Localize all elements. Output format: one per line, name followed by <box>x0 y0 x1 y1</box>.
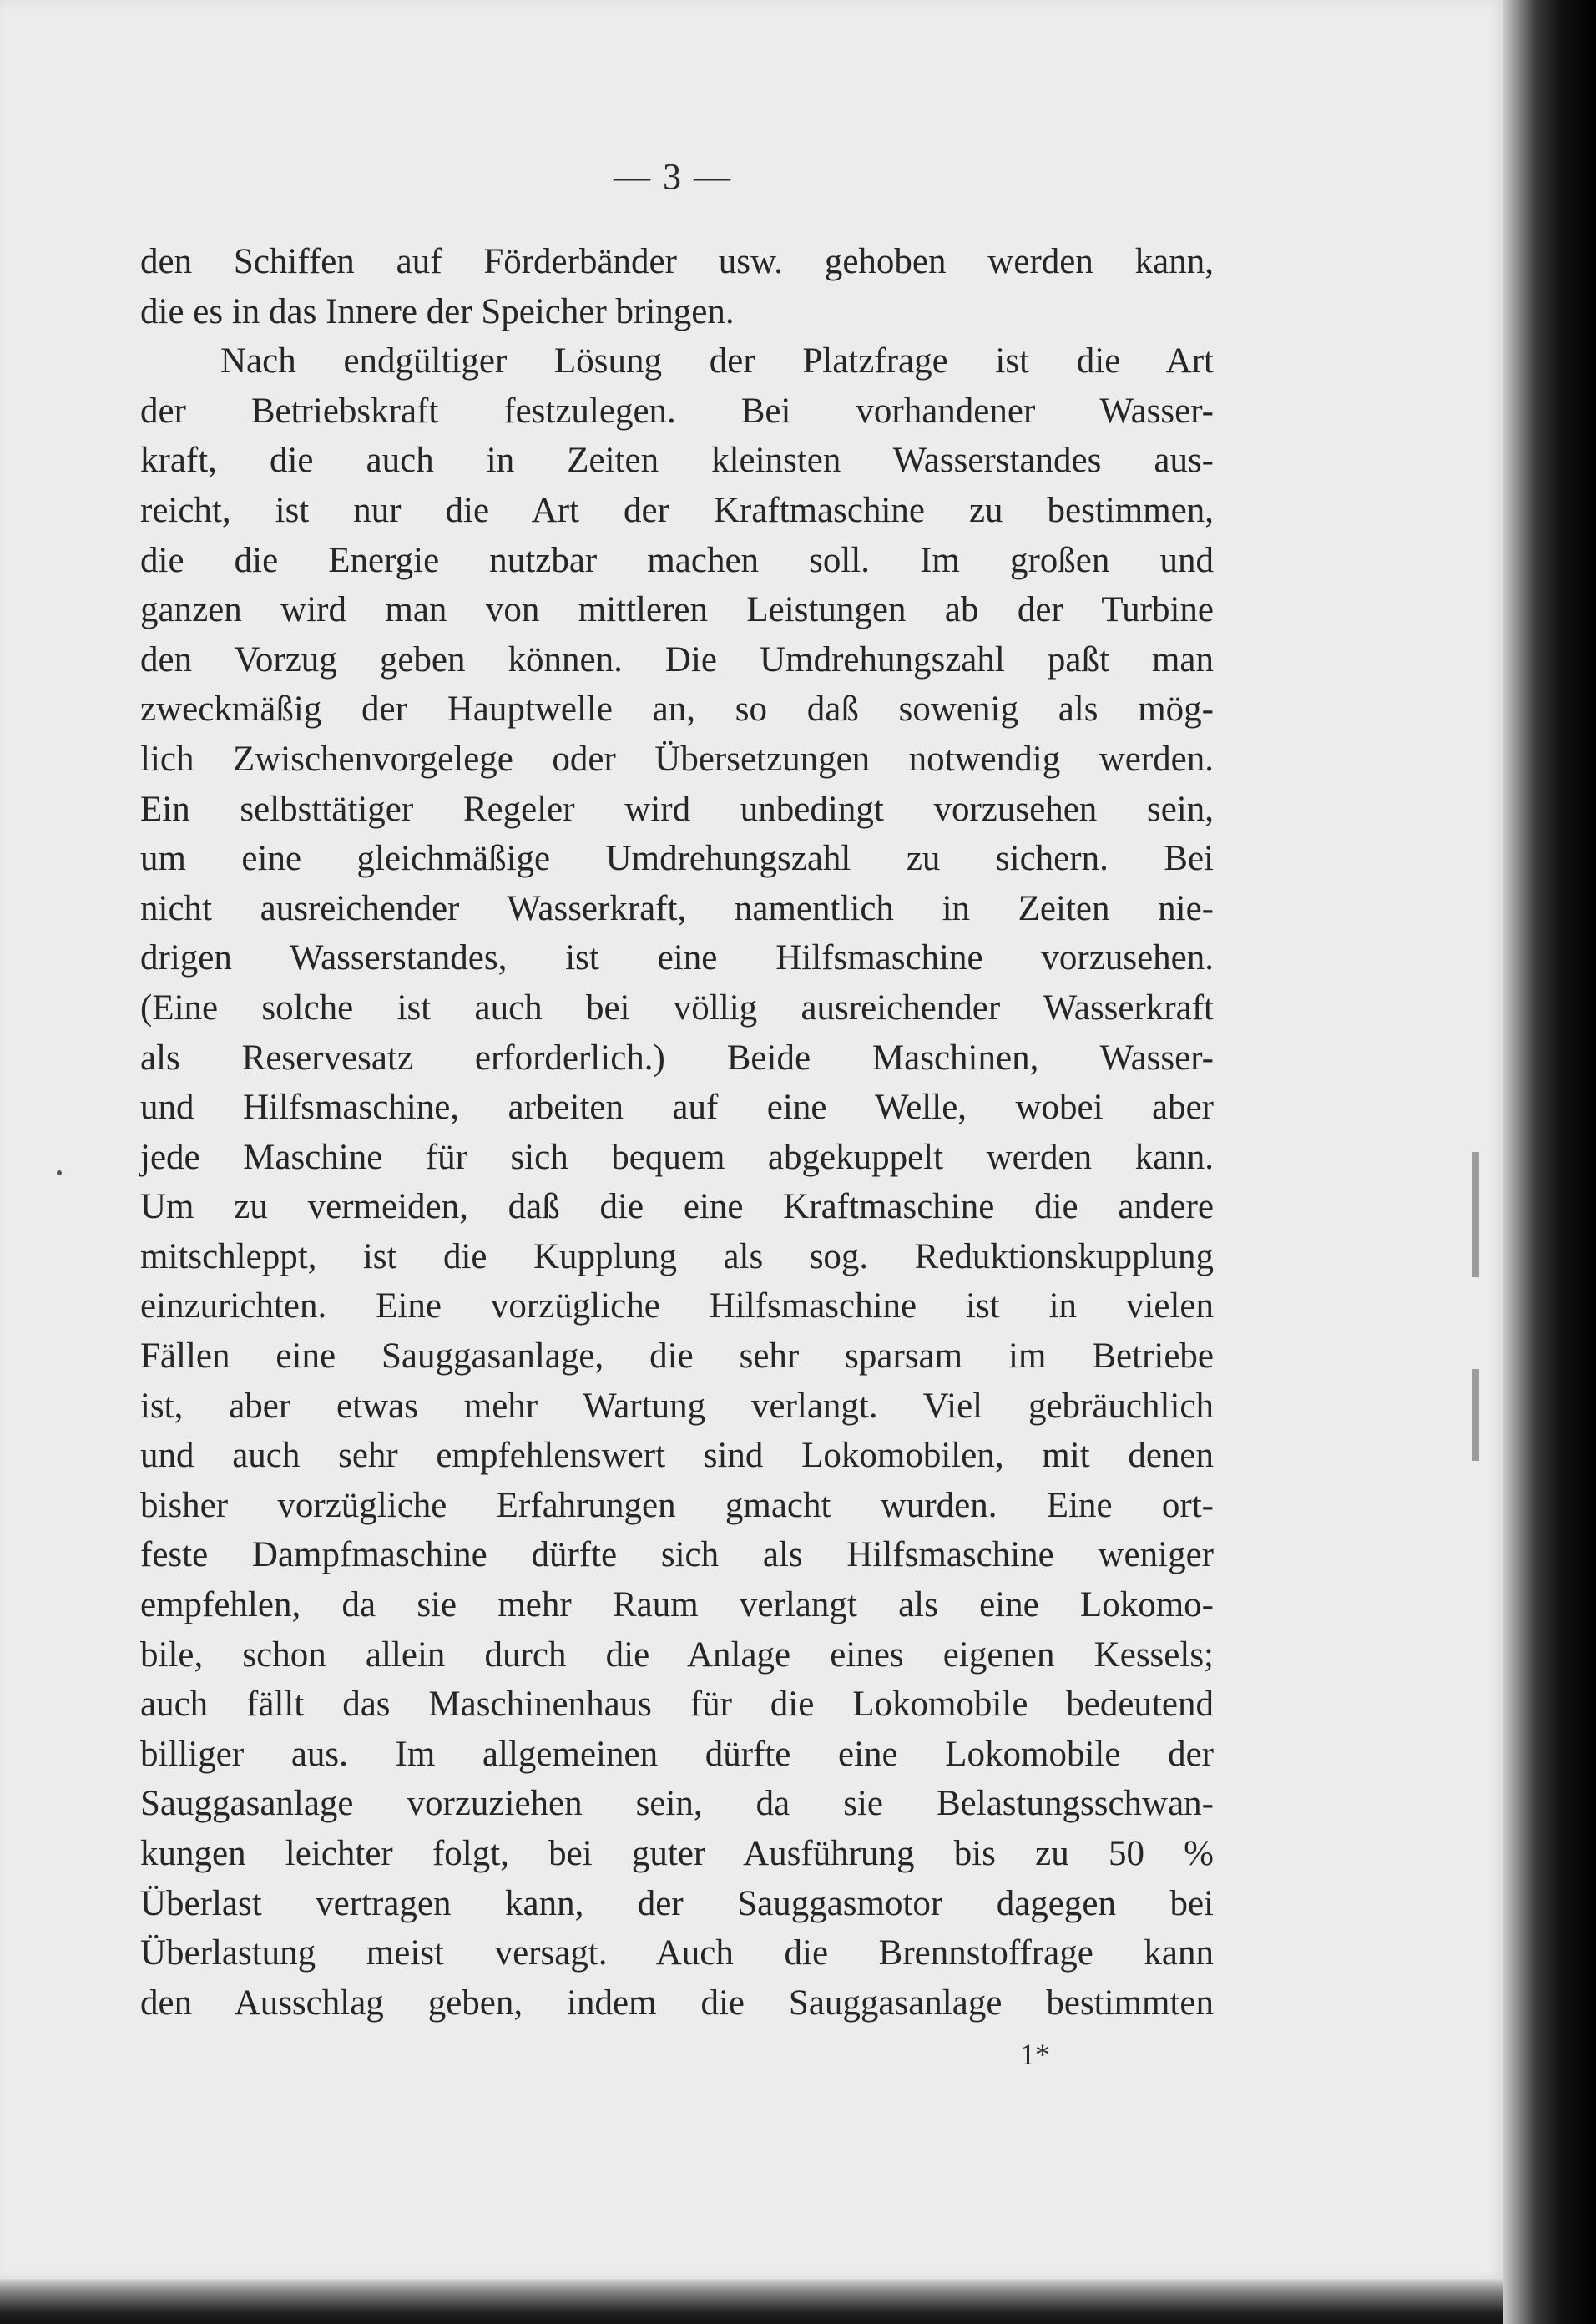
text-line: einzurichten. Eine vorzügliche Hilfsmaschine ist in vielen <box>140 1286 1214 1326</box>
text-line: den Vorzug geben können. Die Umdrehungszahl paßt man <box>140 639 1214 680</box>
text-line: lich Zwischenvorgelege oder Übersetzungen notwendig werden. <box>140 739 1214 779</box>
text-line: den Schiffen auf Förderbänder usw. gehoben werden kann, <box>140 242 1214 281</box>
text-line: den Ausschlag geben, indem die Sauggasanlage bestimmten <box>140 1983 1214 2023</box>
text-line: feste Dampfmaschine dürfte sich als Hilfsmaschine weniger <box>140 1535 1214 1575</box>
text-line: die die Energie nutzbar machen soll. Im großen und <box>140 540 1214 580</box>
text-line: Ein selbsttätiger Regeler wird unbedingt vorzusehen sein, <box>140 789 1214 829</box>
text-line: Überlast vertragen kann, der Sauggasmotor dagegen bei <box>140 1883 1214 1923</box>
text-line: kraft, die auch in Zeiten kleinsten Wasserstandes aus- <box>140 441 1214 481</box>
text-line: und Hilfsmaschine, arbeiten auf eine Welle, wobei aber <box>140 1088 1214 1128</box>
text-line: Überlastung meist versagt. Auch die Brennstoffrage kann <box>140 1933 1214 1973</box>
text-line: ist, aber etwas mehr Wartung verlangt. Viel gebräuchlich <box>140 1386 1214 1426</box>
text-line: drigen Wasserstandes, ist eine Hilfsmaschine vorzusehen. <box>140 938 1214 978</box>
text-line: zweckmäßig der Hauptwelle an, so daß sowenig als mög- <box>140 690 1214 730</box>
text-line: der Betriebskraft festzulegen. Bei vorhandener Wasser- <box>140 391 1214 431</box>
text-line: Sauggasanlage vorzuziehen sein, da sie Belastungsschwan- <box>140 1784 1214 1824</box>
text-line: Nach endgültiger Lösung der Platzfrage ist die Art <box>220 341 1214 381</box>
text-line: Fällen eine Sauggasanlage, die sehr sparsam im Betriebe <box>140 1336 1214 1377</box>
text-line: reicht, ist nur die Art der Kraftmaschine zu bestimmen, <box>140 490 1214 530</box>
signature-mark: 1* <box>1020 2038 1050 2071</box>
margin-speck <box>57 1170 62 1175</box>
page-edge-shadow <box>1472 1152 1479 1277</box>
text-line: mitschleppt, ist die Kupplung als sog. Reduktionskupplung <box>140 1236 1214 1276</box>
text-line: Um zu vermeiden, daß die eine Kraftmaschine die andere <box>140 1187 1214 1227</box>
text-line: kungen leichter folgt, bei guter Ausführung bis zu 50 % <box>140 1834 1214 1873</box>
text-line: empfehlen, da sie mehr Raum verlangt als eine Lokomo- <box>140 1585 1214 1625</box>
text-line: um eine gleichmäßige Umdrehungszahl zu sichern. Bei <box>140 839 1214 879</box>
text-line: nicht ausreichender Wasserkraft, namentlich in Zeiten nie- <box>140 888 1214 928</box>
text-line: (Eine solche ist auch bei völlig ausreichender Wasserkraft <box>140 988 1214 1028</box>
text-line: jede Maschine für sich bequem abgekuppelt werden kann. <box>140 1137 1214 1177</box>
text-line: auch fällt das Maschinenhaus für die Lokomobile bedeutend <box>140 1685 1214 1725</box>
scan-edge-bottom <box>0 2279 1503 2324</box>
text-line: bile, schon allein durch die Anlage eines eigenen Kessels; <box>140 1634 1214 1675</box>
page-number: — 3 — <box>614 156 732 197</box>
text-line: die es in das Innere der Speicher bringen. <box>140 291 735 331</box>
text-line: als Reservesatz erforderlich.) Beide Maschinen, Wasser- <box>140 1038 1214 1078</box>
text-line: billiger aus. Im allgemeinen dürfte eine Lokomobile der <box>140 1734 1214 1774</box>
body-text <box>140 237 1214 2028</box>
text-line: und auch sehr empfehlenswert sind Lokomobilen, mit denen <box>140 1436 1214 1476</box>
scan-edge-right <box>1503 0 1596 2324</box>
page-edge-shadow <box>1472 1369 1479 1461</box>
text-line: bisher vorzügliche Erfahrungen gmacht wurden. Eine ort- <box>140 1485 1214 1525</box>
text-line: ganzen wird man von mittleren Leistungen ab der Turbine <box>140 590 1214 630</box>
